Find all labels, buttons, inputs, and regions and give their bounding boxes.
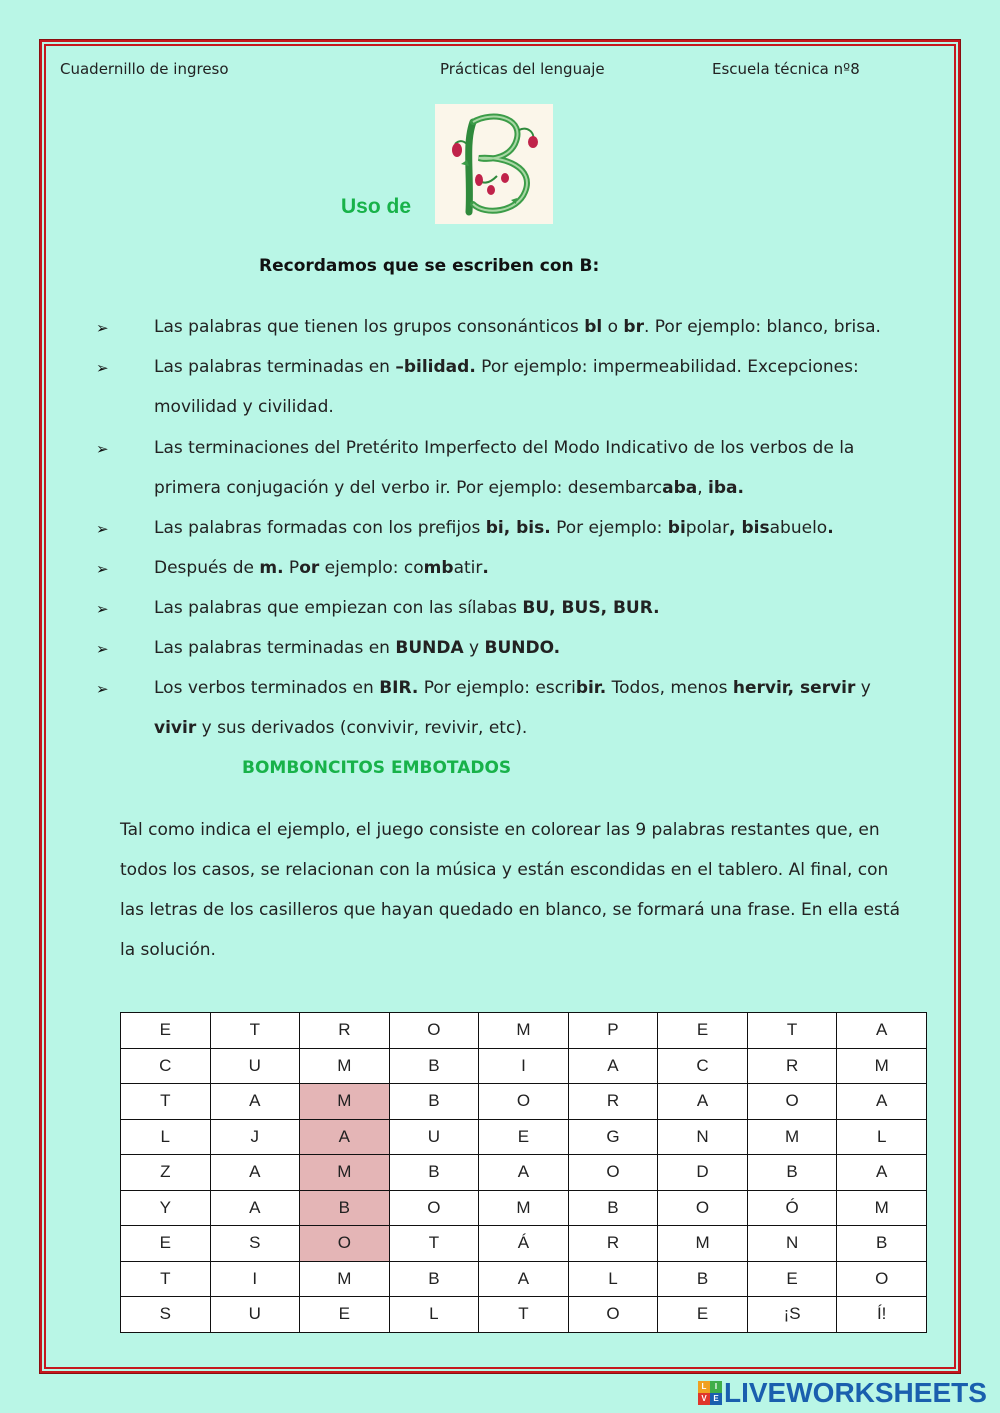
badge-letter: L: [698, 1381, 710, 1393]
rule-text: primera conjugación y del verbo ir. Por ejemplo: desembarc: [154, 478, 663, 498]
board-cell[interactable]: A: [837, 1013, 927, 1049]
rule-bold-text: BU, BUS, BUR.: [522, 598, 660, 618]
rule-line: [154, 558, 489, 578]
rule-text: Las palabras formadas con los prefijos: [154, 518, 486, 538]
board-cell[interactable]: S: [210, 1226, 300, 1262]
board-cell[interactable]: O: [389, 1190, 479, 1226]
section-title: BOMBONCITOS EMBOTADOS: [242, 758, 512, 778]
board-cell[interactable]: U: [389, 1119, 479, 1155]
board-cell[interactable]: O: [568, 1297, 658, 1333]
board-cell[interactable]: ¡S: [747, 1297, 837, 1333]
rule-line: [154, 678, 871, 698]
arrow-bullet-icon: ➢: [96, 359, 109, 377]
board-cell[interactable]: R: [300, 1013, 390, 1049]
rule-text: Las palabras terminadas en: [154, 638, 396, 658]
rule-text: polar: [685, 518, 730, 538]
rule-line: [154, 518, 834, 538]
board-cell[interactable]: O: [568, 1155, 658, 1191]
rule-line: [154, 598, 660, 618]
board-cell[interactable]: B: [658, 1261, 748, 1297]
board-cell[interactable]: M: [300, 1084, 390, 1120]
board-cell[interactable]: M: [658, 1226, 748, 1262]
board-cell[interactable]: B: [389, 1261, 479, 1297]
board-row: [121, 1155, 927, 1191]
arrow-bullet-icon: ➢: [96, 560, 109, 578]
instruction-line: Tal como indica el ejemplo, el juego consiste en colorear las 9 palabras restantes que, en: [120, 820, 880, 840]
board-cell[interactable]: B: [389, 1155, 479, 1191]
board-row: [121, 1048, 927, 1084]
rule-text: Las palabras que tienen los grupos consonánticos: [154, 317, 585, 337]
rule-bold-text: mb: [423, 558, 454, 578]
rule-line: [154, 397, 334, 417]
rule-line: [154, 638, 560, 658]
board-cell[interactable]: I: [210, 1261, 300, 1297]
board-cell[interactable]: R: [568, 1226, 658, 1262]
rule-bold-text: hervir, servir: [732, 678, 856, 698]
board-cell[interactable]: M: [300, 1261, 390, 1297]
board-cell[interactable]: T: [121, 1261, 211, 1297]
board-cell[interactable]: A: [837, 1084, 927, 1120]
board-cell[interactable]: E: [658, 1297, 748, 1333]
rule-text: Las palabras terminadas en: [154, 357, 396, 377]
board-cell[interactable]: L: [389, 1297, 479, 1333]
badge-letter: I: [710, 1381, 722, 1393]
rule-bold-text: –bilidad.: [395, 357, 476, 377]
rule-text: Después de: [154, 558, 260, 578]
rule-bold-text: .: [827, 518, 834, 538]
liveworksheets-logo: [698, 1378, 987, 1408]
board-cell[interactable]: A: [568, 1048, 658, 1084]
liveworksheets-badge-icon: [698, 1381, 722, 1405]
board-cell[interactable]: D: [658, 1155, 748, 1191]
board-cell[interactable]: U: [210, 1297, 300, 1333]
board-cell[interactable]: A: [479, 1155, 569, 1191]
board-cell[interactable]: M: [479, 1013, 569, 1049]
board-row: [121, 1297, 927, 1333]
arrow-bullet-icon: ➢: [96, 600, 109, 618]
liveworksheets-text: LIVEWORKSHEETS: [724, 1377, 987, 1408]
board-cell[interactable]: Y: [121, 1190, 211, 1226]
rule-bold-text: BUNDA: [395, 638, 464, 658]
rule-text: ejemplo: co: [319, 558, 424, 578]
arrow-bullet-icon: ➢: [96, 640, 109, 658]
board-cell[interactable]: T: [210, 1013, 300, 1049]
rule-text: Por ejemplo: impermeabilidad. Excepciones:: [475, 357, 859, 377]
arrow-bullet-icon: ➢: [96, 520, 109, 538]
board-cell[interactable]: B: [568, 1190, 658, 1226]
board-cell[interactable]: A: [837, 1155, 927, 1191]
board-cell[interactable]: M: [300, 1048, 390, 1084]
rule-text: o: [602, 317, 624, 337]
arrow-bullet-icon: ➢: [96, 319, 109, 337]
board-cell[interactable]: B: [837, 1226, 927, 1262]
board-cell[interactable]: T: [121, 1084, 211, 1120]
board-row: [121, 1261, 927, 1297]
arrow-bullet-icon: ➢: [96, 440, 109, 458]
rule-text: ,: [697, 478, 709, 498]
header-center: Prácticas del lenguaje: [440, 60, 605, 78]
board-cell[interactable]: B: [389, 1084, 479, 1120]
board-cell[interactable]: O: [479, 1084, 569, 1120]
title-label: Uso de: [341, 195, 412, 218]
rule-line: [154, 718, 527, 738]
board-cell[interactable]: M: [837, 1048, 927, 1084]
board-cell[interactable]: U: [210, 1048, 300, 1084]
decorative-letter-b-icon: [435, 104, 553, 224]
rule-text: atir: [453, 558, 483, 578]
board-cell[interactable]: A: [479, 1261, 569, 1297]
rule-text: Todos, menos: [606, 678, 733, 698]
board-cell[interactable]: B: [300, 1190, 390, 1226]
board-cell[interactable]: N: [658, 1119, 748, 1155]
board-cell[interactable]: O: [389, 1013, 479, 1049]
board-cell[interactable]: A: [210, 1190, 300, 1226]
board-cell[interactable]: M: [300, 1155, 390, 1191]
rule-bold-text: or: [299, 558, 320, 578]
board-cell[interactable]: E: [121, 1226, 211, 1262]
rule-bold-text: m.: [259, 558, 284, 578]
rule-text: Las terminaciones del Pretérito Imperfecto del Modo Indicativo de los verbos de la: [154, 438, 855, 458]
board-cell[interactable]: B: [747, 1155, 837, 1191]
badge-letter: E: [710, 1393, 722, 1405]
header-right: Escuela técnica nº8: [712, 60, 860, 78]
board-cell[interactable]: B: [389, 1048, 479, 1084]
board-cell[interactable]: M: [837, 1190, 927, 1226]
board-cell[interactable]: S: [121, 1297, 211, 1333]
instruction-line: todos los casos, se relacionan con la música y están escondidas en el tablero. Al final, con: [120, 860, 889, 880]
board-cell[interactable]: L: [121, 1119, 211, 1155]
arrow-bullet-icon: ➢: [96, 680, 109, 698]
badge-letter: V: [698, 1393, 710, 1405]
board-row: [121, 1013, 927, 1049]
rule-text: y: [463, 638, 485, 658]
board-cell[interactable]: N: [747, 1226, 837, 1262]
subtitle: Recordamos que se escriben con B:: [259, 256, 600, 276]
board-cell[interactable]: R: [568, 1084, 658, 1120]
header-left: Cuadernillo de ingreso: [60, 60, 229, 78]
rule-text: P: [283, 558, 300, 578]
board-row: [121, 1226, 927, 1262]
rule-text: y sus derivados (convivir, revivir, etc).: [196, 718, 528, 738]
board-cell[interactable]: E: [300, 1297, 390, 1333]
board-cell[interactable]: M: [479, 1190, 569, 1226]
board-cell[interactable]: R: [747, 1048, 837, 1084]
rule-line: [154, 317, 881, 337]
board-cell[interactable]: G: [568, 1119, 658, 1155]
board-cell[interactable]: Z: [121, 1155, 211, 1191]
board-cell[interactable]: J: [210, 1119, 300, 1155]
board-cell[interactable]: T: [479, 1297, 569, 1333]
instruction-line: la solución.: [120, 940, 216, 960]
rule-text: Por ejemplo: escri: [418, 678, 576, 698]
board-cell[interactable]: O: [300, 1226, 390, 1262]
rule-text: abuelo: [769, 518, 828, 538]
board-row: [121, 1084, 927, 1120]
board-cell[interactable]: L: [568, 1261, 658, 1297]
rule-line: [154, 438, 854, 458]
rule-text: . Por ejemplo: blanco, brisa.: [643, 317, 881, 337]
rule-bold-text: .: [482, 558, 489, 578]
rule-bold-text: BUNDO.: [484, 638, 561, 658]
board-cell[interactable]: T: [389, 1226, 479, 1262]
board-cell[interactable]: M: [747, 1119, 837, 1155]
rule-line: [154, 478, 744, 498]
board-cell[interactable]: Á: [479, 1226, 569, 1262]
board-cell[interactable]: Í!: [837, 1297, 927, 1333]
board-cell[interactable]: Ó: [747, 1190, 837, 1226]
rule-text: Los verbos terminados en: [154, 678, 380, 698]
rule-text: movilidad y civilidad.: [154, 397, 334, 417]
board-cell[interactable]: A: [658, 1084, 748, 1120]
board-cell[interactable]: A: [300, 1119, 390, 1155]
board-cell[interactable]: T: [747, 1013, 837, 1049]
rule-bold-text: bir.: [575, 678, 607, 698]
board-cell[interactable]: L: [837, 1119, 927, 1155]
rule-bold-text: bl: [584, 317, 603, 337]
board-row: [121, 1190, 927, 1226]
board-cell[interactable]: A: [210, 1084, 300, 1120]
rule-line: [154, 357, 859, 377]
board-cell[interactable]: C: [121, 1048, 211, 1084]
board-cell[interactable]: P: [568, 1013, 658, 1049]
board-cell[interactable]: E: [658, 1013, 748, 1049]
rule-bold-text: aba: [662, 478, 698, 498]
board-cell[interactable]: O: [837, 1261, 927, 1297]
board-cell[interactable]: E: [747, 1261, 837, 1297]
board-cell[interactable]: O: [658, 1190, 748, 1226]
rule-bold-text: vivir: [154, 718, 197, 738]
board-cell[interactable]: O: [747, 1084, 837, 1120]
board-row: [121, 1119, 927, 1155]
board-cell[interactable]: C: [658, 1048, 748, 1084]
rule-bold-text: bi, bis.: [485, 518, 551, 538]
rule-bold-text: br: [623, 317, 644, 337]
rule-text: y: [855, 678, 871, 698]
rule-bold-text: iba.: [708, 478, 744, 498]
board-cell[interactable]: E: [121, 1013, 211, 1049]
rule-text: Por ejemplo:: [550, 518, 668, 538]
board-cell[interactable]: I: [479, 1048, 569, 1084]
rule-text: Las palabras que empiezan con las sílabas: [154, 598, 523, 618]
instruction-line: las letras de los casilleros que hayan quedado en blanco, se formará una frase. En ella está: [120, 900, 900, 920]
rule-bold-text: , bis: [729, 518, 770, 538]
board-cell[interactable]: A: [210, 1155, 300, 1191]
board-cell[interactable]: E: [479, 1119, 569, 1155]
rule-bold-text: BIR.: [379, 678, 419, 698]
word-search-board: [120, 1012, 927, 1333]
rule-bold-text: bi: [667, 518, 686, 538]
